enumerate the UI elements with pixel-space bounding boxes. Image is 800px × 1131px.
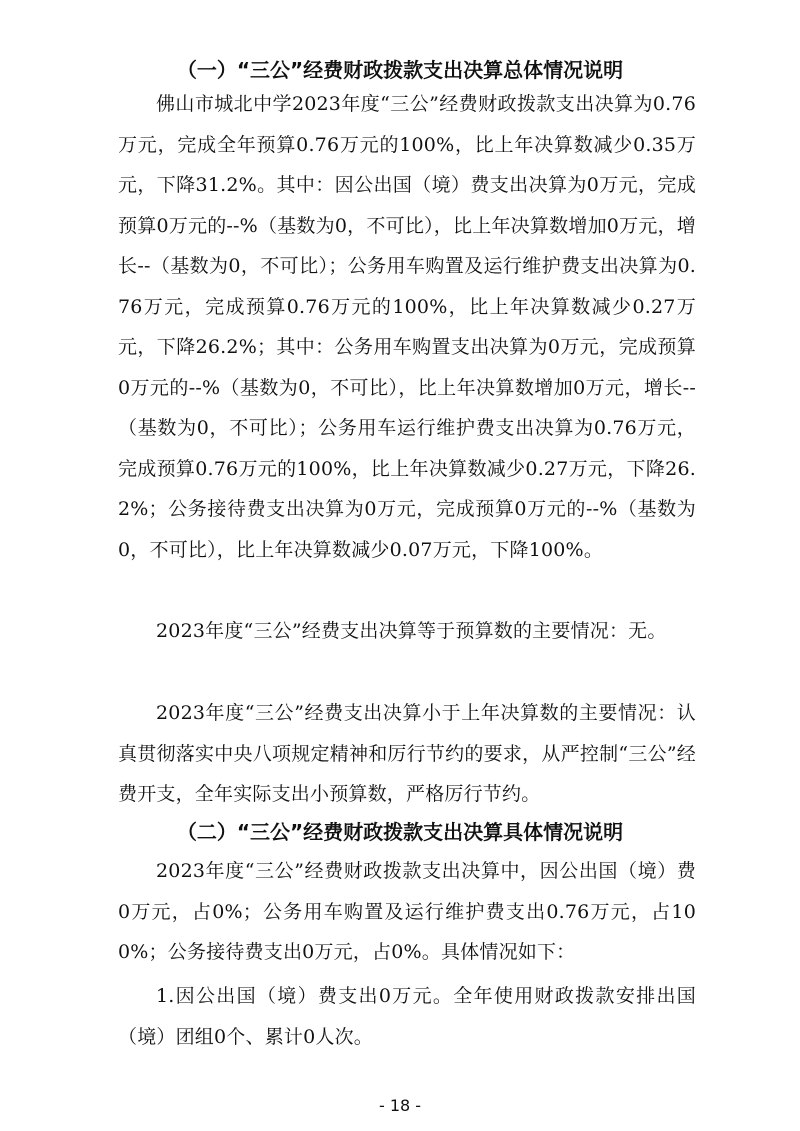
section-1-heading: （一）“三公”经费财政拨款支出决算总体情况说明: [176, 58, 624, 82]
section-1-paragraph-equal-budget: 2023年度“三公”经费支出决算等于预算数的主要情况：无。: [156, 620, 667, 642]
section-1-paragraph-less-than-last-year: 2023年度“三公”经费支出决算小于上年决算数的主要情况：认真贯彻落实中央八项规定精神和厉行节约的要求，从严控制“三公”经费开支，全年实际支出小预算数，严格厉行节约。: [118, 702, 696, 805]
section-1-paragraph-summary: 佛山市城北中学2023年度“三公”经费财政拨款支出决算为0.76万元，完成全年预算0.76万元的100%，比上年决算数减少0.35万元，下降31.2%。其中：因公出国（境）费支出决算为0万元，完成预算0万元的--%（基数为0，不可比），比上年决算数增加0万元，增长--（基数为0，不可比）；公务用车购置及运行维护费支出决算为0.76万元，完成预算0.76万元的100%，比上年决算数减少0.27万元，下降26.2%；其中：公务用车购置支出决算为0万元，完成预算0万元的--%（基数为0，不可比），比上年决算数增加0万元，增长--（基数为0，不可比）；公务用车运行维护费支出决算为0.76万元，完成预算0.76万元的100%，比上年决算数减少0.27万元，下降26.2%；公务接待费支出决算为0万元，完成预算0万元的--%（基数为0，不可比），比上年决算数减少0.07万元，下降100%。: [118, 93, 696, 561]
page-number: - 18 -: [378, 1096, 422, 1115]
section-2-paragraph-breakdown: 2023年度“三公”经费财政拨款支出决算中，因公出国（境）费0万元，占0%；公务用车购置及运行维护费支出0.76万元，占100%；公务接待费支出0万元，占0%。具体情况如下：: [118, 860, 696, 963]
section-2-heading: （二）“三公”经费财政拨款支出决算具体情况说明: [176, 820, 624, 844]
section-2-paragraph-overseas-travel: 1.因公出国（境）费支出0万元。全年使用财政拨款安排出国（境）团组0个、累计0人次。: [118, 985, 696, 1048]
